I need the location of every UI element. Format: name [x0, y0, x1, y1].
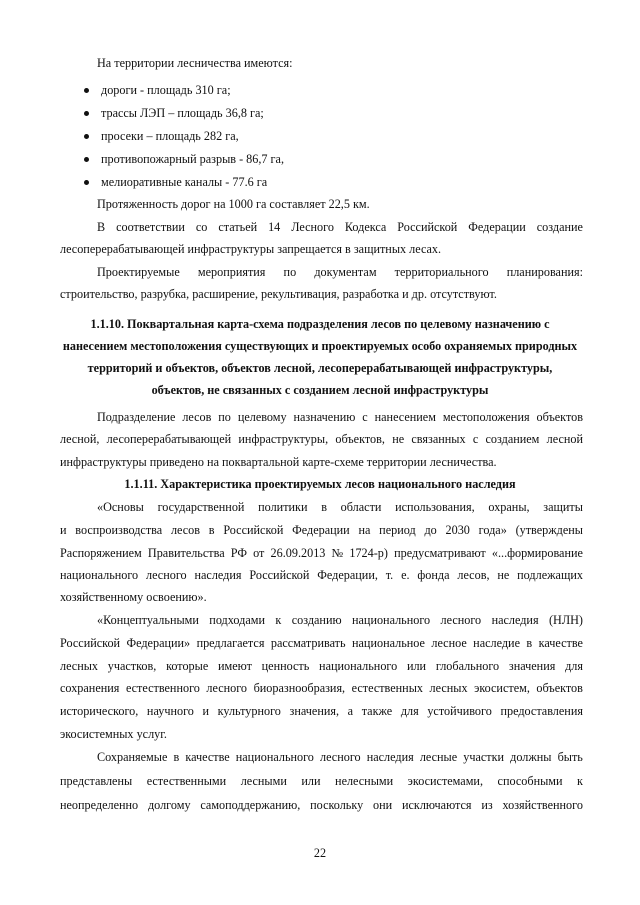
paragraph-line [97, 410, 583, 424]
word: долгому [147, 798, 191, 812]
paragraph-line [60, 523, 583, 537]
word: предлагается [196, 636, 265, 650]
word: естественными [146, 774, 227, 788]
paragraph-line [60, 704, 583, 718]
word: нанесением [374, 410, 436, 424]
word: в [321, 500, 327, 514]
section-heading: территорий и объектов, объектов лесной, лесоперерабатывающей инфраструктуры, [87, 361, 553, 375]
word: наследия [491, 613, 539, 627]
word: они [373, 798, 393, 812]
word: участков, [107, 659, 157, 673]
word: по [283, 265, 297, 279]
word: в [208, 523, 215, 537]
paragraph-line [60, 636, 583, 650]
word: национального [351, 613, 431, 627]
word: территориального [394, 265, 489, 279]
section-heading: объектов, не связанных с созданием лесной инфраструктуры [151, 383, 489, 397]
word: Федерации, [317, 568, 378, 582]
paragraph-line [97, 750, 583, 764]
bullet-icon [84, 111, 89, 116]
word: документам [314, 265, 377, 279]
word: созданию [291, 613, 342, 627]
word: быть [557, 750, 583, 764]
word: создание [536, 220, 583, 234]
word: статьей [218, 220, 258, 234]
word: лесного [440, 613, 482, 627]
page-number: 22 [313, 846, 327, 860]
paragraph-line [97, 500, 583, 514]
word: местоположения [442, 410, 530, 424]
bullet-icon [84, 88, 89, 93]
word: к [577, 774, 583, 788]
paragraph-line: экосистемных услуг. [60, 727, 167, 741]
word: В [97, 220, 106, 234]
word: исключаются [401, 798, 472, 812]
word: лесной, [60, 432, 100, 446]
word: наследие [473, 636, 520, 650]
word: е. [401, 568, 410, 582]
word: связанных [411, 432, 466, 446]
word: 2030 [445, 523, 470, 537]
word: лесов, [457, 568, 490, 582]
paragraph-line: строительство, разрубка, расширение, рекультивация, разработка и др. отсутствуют. [60, 287, 497, 301]
word: подходами [209, 613, 265, 627]
word: хозяйственного [502, 798, 583, 812]
word: «Основы [97, 500, 144, 514]
word: лесной [546, 432, 583, 446]
word: предусматривают [394, 546, 486, 560]
word: года» [478, 523, 507, 537]
list-item: мелиоративные каналы - 77.6 га [84, 175, 267, 189]
paragraph-line: хозяйственному освоению». [60, 590, 207, 604]
word: Кодекса [344, 220, 387, 234]
paragraph-line [60, 659, 583, 673]
word: Лесного [291, 220, 334, 234]
word: для [565, 659, 583, 673]
paragraph-line [60, 798, 583, 812]
word: Российской [223, 523, 284, 537]
list-item: трассы ЛЭП – площадь 36,8 га; [84, 106, 264, 120]
word: области [340, 500, 382, 514]
word: Подразделение [97, 410, 176, 424]
intro-text: На территории лесничества имеются: [97, 56, 293, 70]
word: «...формирование [491, 546, 583, 560]
word: лесов [182, 410, 212, 424]
bullet-icon [84, 157, 89, 162]
word: наследия [366, 750, 414, 764]
word: (утверждены [515, 523, 583, 537]
paragraph-line [97, 265, 583, 279]
word: а [347, 704, 354, 718]
word: значения, [289, 704, 340, 718]
word: «Концептуальными [97, 613, 199, 627]
word: с [472, 432, 479, 446]
word: значения [508, 659, 556, 673]
paragraph-line [97, 220, 583, 234]
word: лесного [206, 681, 248, 695]
paragraph-line: инфраструктуры приведено на поквартальной карте-схеме территории лесничества. [60, 455, 497, 469]
word: назначению [293, 410, 356, 424]
list-item: дороги - площадь 310 га; [84, 83, 231, 97]
word: естественных [351, 681, 423, 695]
word: лесного [146, 568, 187, 582]
word: сохранения [60, 681, 120, 695]
word: № [331, 546, 344, 560]
word: нелесными [335, 774, 394, 788]
word: экосистемами, [407, 774, 483, 788]
section-heading: 1.1.10. Поквартальная карта-схема подразделения лесов по целевому назначению с [90, 317, 550, 331]
word: объектов [536, 681, 583, 695]
word: устойчивого [427, 704, 492, 718]
word: исторического, [60, 704, 139, 718]
word: объектов, [335, 432, 385, 446]
section-heading: 1.1.11. Характеристика проектируемых лесов национального наследия [124, 477, 516, 491]
word: самоподдержанию, [200, 798, 301, 812]
section-heading: нанесением местоположения существующих и проектируемых особо охраняемых природных [62, 339, 578, 353]
word: по [218, 410, 231, 424]
word: Федерации [292, 523, 350, 537]
word: от [253, 546, 265, 560]
word: национального [319, 659, 398, 673]
paragraph-line: лесоперерабатывающей инфраструктуры запрещается в защитных лесах. [60, 242, 442, 256]
word: Федерации» [126, 636, 191, 650]
word: лесных [429, 681, 468, 695]
word: национальное [352, 636, 425, 650]
word: целевому [237, 410, 287, 424]
word: лесными [240, 774, 287, 788]
word: период [379, 523, 416, 537]
paragraph-line [60, 432, 583, 446]
word: объектов [536, 410, 583, 424]
word: Правительства [147, 546, 225, 560]
bullet-icon [84, 134, 89, 139]
word: не [497, 568, 510, 582]
word: государственной [157, 500, 245, 514]
word: которые [166, 659, 209, 673]
word: до [424, 523, 437, 537]
word: воспроизводства [75, 523, 163, 537]
word: поскольку [310, 798, 364, 812]
word: 14 [268, 220, 281, 234]
word: РФ [230, 546, 247, 560]
word: и [60, 523, 67, 537]
word: наследия [194, 568, 242, 582]
word: лесное [431, 636, 467, 650]
word: лесов [170, 523, 201, 537]
word: или [406, 659, 427, 673]
word: т. [385, 568, 394, 582]
word: национального [60, 568, 139, 582]
paragraph-line [60, 568, 583, 582]
word: со [195, 220, 208, 234]
word: в [526, 636, 533, 650]
word: 26.09.2013 [270, 546, 326, 560]
paragraph-line [60, 774, 583, 788]
roads-length-text: Протяженность дорог на 1000 га составляет 22,5 км. [97, 197, 370, 211]
word: на [358, 523, 371, 537]
word: естественного [125, 681, 200, 695]
word: или [301, 774, 321, 788]
word: для [400, 704, 419, 718]
word: фонда [417, 568, 450, 582]
paragraph-line [60, 681, 583, 695]
word: Федерации [468, 220, 526, 234]
word: рассматривать [270, 636, 346, 650]
word: (НЛН) [548, 613, 583, 627]
word: защиты [543, 500, 583, 514]
word: лесоперерабатывающей [106, 432, 232, 446]
word: имеют [217, 659, 252, 673]
word: Российской [397, 220, 458, 234]
word: предоставления [500, 704, 583, 718]
word: охраны, [488, 500, 530, 514]
word: культурного [217, 704, 281, 718]
word: Проектируемые [97, 265, 180, 279]
word: должны [510, 750, 552, 764]
word: 1724-р) [349, 546, 388, 560]
word: Сохраняемые [97, 750, 168, 764]
paragraph-line [60, 546, 583, 560]
word: национального [235, 750, 314, 764]
word: качестве [185, 750, 230, 764]
word: в [173, 750, 180, 764]
word: участки [463, 750, 505, 764]
word: соответствии [116, 220, 185, 234]
paragraph-line [97, 613, 583, 627]
word: к [275, 613, 282, 627]
word: не [392, 432, 405, 446]
word: лесные [419, 750, 458, 764]
word: мероприятия [197, 265, 266, 279]
word: и [202, 704, 210, 718]
word: использования, [395, 500, 475, 514]
word: политики [258, 500, 308, 514]
word: способными [497, 774, 563, 788]
word: глобального [435, 659, 500, 673]
word: научного [146, 704, 194, 718]
word: планирования: [506, 265, 583, 279]
word: ценность [261, 659, 310, 673]
word: качестве [538, 636, 583, 650]
word: подлежащих [517, 568, 583, 582]
word: лесных [60, 659, 99, 673]
word: с [362, 410, 368, 424]
word: Распоряжением [60, 546, 142, 560]
word: экосистем, [474, 681, 530, 695]
word: инфраструктуры, [238, 432, 329, 446]
bullet-icon [84, 180, 89, 185]
word: неопределенно [60, 798, 139, 812]
word: представлены [60, 774, 133, 788]
word: созданием [485, 432, 540, 446]
word: лесного [320, 750, 361, 764]
word: биоразнообразия, [253, 681, 346, 695]
word: Российской [60, 636, 121, 650]
word: Российской [249, 568, 310, 582]
word: также [361, 704, 393, 718]
list-item: противопожарный разрыв - 86,7 га, [84, 152, 284, 166]
word: из [481, 798, 493, 812]
list-item: просеки – площадь 282 га, [84, 129, 239, 143]
